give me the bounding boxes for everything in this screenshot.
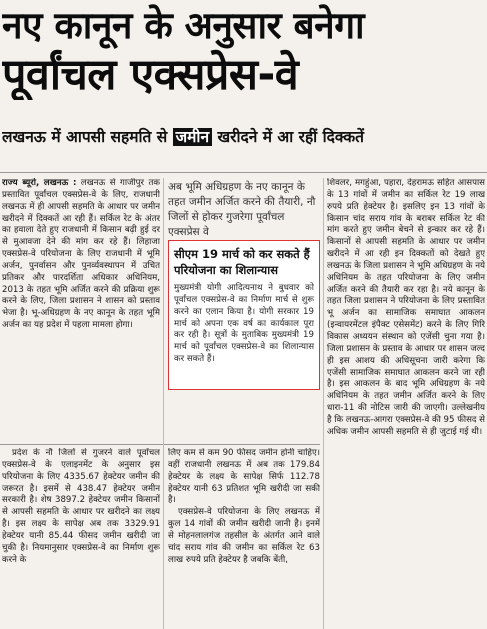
subhead-text-post: खरीदने में आ रहीं दिक्कतें — [212, 128, 365, 146]
column-3 — [327, 178, 485, 629]
box-body: मुख्यमंत्री योगी आदित्यनाथ ने बुधवार को पूर्वांचल एक्सप्रेस-वे का निर्माण मार्च से शुरू करने का एलान किया है। योगी सरकार 19 मार्च को अपना एक वर्ष का कार्यकाल पूरा कर रही है। सूत्रों के मुताबिक मुख्यमंत्री 19 मार्च को पूर्वांचल एक्सप्रेस-वे का शिलान्यास कर सकते हैं। — [174, 283, 314, 365]
subhead-highlight: जमीन — [173, 128, 212, 146]
mid-rule — [0, 444, 320, 445]
column-3-text: शिवलर, मगहुंआ, पहारा, देहरामऊ सहित आसपास के 13 गांवों में जमीन का सर्किल रेट 19 लाख रुपये प्रति हेक्टेयर है। इसलिए इन 13 गांवों के किसान चांद सराय गांव के बराबर सर्किल रेट की मांग करते हुए जमीन बेचने से इन्कार कर रहे हैं। किसानों से आपसी सहमति के आधार पर जमीन खरीदने में आ रही इन दिक्कतों को देखते हुए लखनऊ के जिला प्रशासन ने भूमि अधिग्रहण के नये अधिनियम के तहत परियोजना के लिए जमीन अर्जित करने की तैयारी कर रहा है। नये कानून के तहत जिला प्रशासन ने परियोजना के लिए प्रस्तावित भू अर्जन का सामाजिक समाघात आकलन (इन्वायरमेंटल इंपैक्ट एसेसमेंट) करने के लिए गिरि विकास अध्ययन संस्थान को एजेंसी चुना गया है। जिला प्रशासन के प्रस्ताव के आधार पर शासन जल्द ही इस आशय की अधिसूचना जारी करेगा कि एजेंसी सामाजिक समाघात आकलन करने जा रही है। इस आकलन के बाद भूमि अधिग्रहण के नये अधिनियम के तहत जमीन अर्जित करने के लिए धारा-11 की नोटिस जारी की जाएगी। उल्लेखनीय है कि लखनऊ-आगरा एक्सप्रेस-वे की 95 फीसद से अधिक जमीन आपसी सहमति से ही जुटाई गई थी। — [327, 178, 485, 437]
subhead-text-pre: लखनऊ में आपसी सहमति से — [2, 128, 173, 146]
subheadline — [2, 120, 487, 154]
column-2b-text: लिए कम से कम 90 फीसद जमीन होनी चाहिए। वहीं राजधानी लखनऊ में अब तक 179.84 हेक्टेयर के लक्ष्य के सापेक्ष सिर्फ 112.78 हेक्टेयर यानी 63 प्रतिशत भूमि खरीदी जा सकी है। — [168, 448, 320, 506]
column-1b-text: प्रदेश के नौ जिलों से गुजरने वाले पूर्वांचल एक्सप्रेस-वे के एलाइनमेंट के अनुसार इस परियोजना के लिए 4335.67 हेक्टेयर जमीन की जरूरत है। इसमें से 438.47 हेक्टेयर जमीन सरकारी है। शेष 3897.2 हेक्टेयर जमीन किसानों से आपसी सहमति के आधार पर खरीदने का लक्ष्य है। इस लक्ष्य के सापेक्ष अब तक 3329.91 हेक्टेयर यानी 85.44 फीसद जमीन खरीदी जा चुकी है। नियमानुसार एक्सप्रेस-वे का निर्माण शुरू करने के — [2, 448, 160, 565]
column-2-bottom — [168, 448, 320, 629]
column-separator-2 — [323, 178, 324, 629]
highlight-box — [168, 240, 320, 390]
dateline: राज्य ब्यूरो, लखनऊ : — [2, 178, 77, 188]
top-rule — [0, 172, 487, 173]
headline — [2, 2, 486, 100]
column-1-bottom — [2, 448, 160, 629]
column-1-text: लखनऊ से गाजीपुर तक प्रस्तावित पूर्वांचल एक्सप्रेस-वे के लिए, राजधानी लखनऊ में ही आपसी सहमति के आधार पर जमीन खरीदने में दिक्कतें आ रही हैं। सर्किल रेट के अंतर का हवाला देते हुए राजधानी में किसान बढ़ी हुई दर से मुआवजा देने की मांग कर रहे हैं। लिहाजा एक्सप्रेस-वे परियोजना के लिए राजधानी में भूमि अर्जन, पुनर्वासन और पुनर्व्यवस्थापन में उचित प्रतिकर और पारदर्शिता अधिकार अधिनियम, 2013 के तहत भूमि अर्जित करने की प्रक्रिया शुरू करने के लिए, जिला प्रशासन ने शासन को प्रस्ताव भेजा है। भू-अधिग्रहण के नए कानून के तहत भूमि अर्जन का यह प्रदेश में पहला मामला होगा। — [2, 178, 160, 331]
headline-line-2: पूर्वांचल एक्सप्रेस-वे — [2, 50, 299, 100]
column-1-top — [2, 178, 160, 440]
column-2c-text: एक्सप्रेस-वे परियोजना के लिए लखनऊ में कुल 14 गांवों की जमीन खरीदी जानी है। इनमें से मोहनलालगंज तहसील के अंतर्गत आने वाले चांद सराय गांव की जमीन का सर्किल रेट 63 लाख रुपये प्रति हेक्टेयर है जबकि बेंती, — [168, 507, 320, 565]
box-title: सीएम 19 मार्च को कर सकते हैं परियोजना का शिलान्यास — [174, 247, 310, 277]
headline-line-1: नए कानून के अनुसार बनेगा — [2, 4, 365, 47]
column-separator-1 — [163, 178, 164, 629]
deck-text: अब भूमि अधिग्रहण के नए कानून के तहत जमीन अर्जित करने की तैयारी, नौ जिलों से होकर गुजरेगा पूर्वांचल एक्सप्रेस वे — [168, 181, 316, 238]
